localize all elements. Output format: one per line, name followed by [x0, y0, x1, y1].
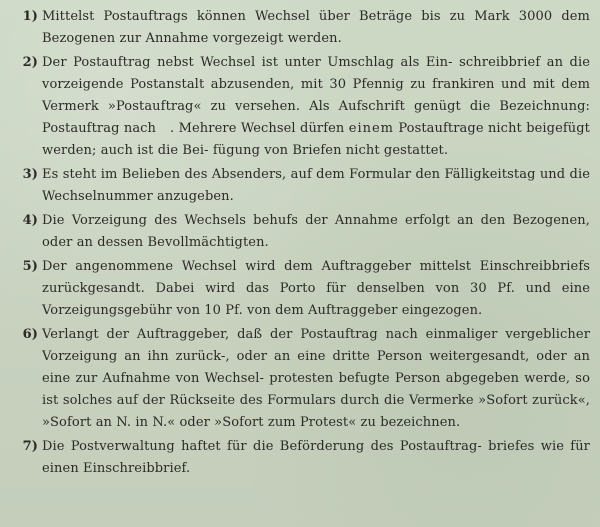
text-line: Mark 3000 dem Bezogenen zur Annahme vorgezeigt werden. [42, 9, 590, 46]
text-line: vergeblicher Vorzeigung an ihn zurück-, oder an eine dritte [42, 327, 591, 364]
text-line: Der Postauftrag nebst Wechsel ist unter Umschlag als Ein- [42, 55, 453, 70]
text-line: Verlangt der Auftraggeber, daß der Postauftrag nach einmaliger [42, 327, 498, 342]
text-line: Es steht im Belieben des Absenders, auf dem Formular den [42, 167, 441, 182]
text-line: Einschreibbriefs zurückgesandt. Dabei wird das Porto für [42, 259, 590, 296]
line-prefix: nach [123, 121, 157, 136]
text-line: 30 Pfennig zu frankiren und mit dem Vermerk »Postauftrag« [42, 77, 590, 114]
list-item [12, 436, 590, 480]
text-line: Die Postverwaltung haftet für die Beförderung des Postauftrag- [42, 439, 482, 454]
text-line: zu versehen. Als Aufschrift genügt die Bezeichnung: Postauftrag [42, 99, 590, 136]
text-line: Rückseite des Formulars durch die Vermerke »Sofort zurück«, [169, 393, 591, 408]
item-number: 4) [22, 213, 38, 228]
text-line: Der angenommene Wechsel wird dem Auftraggeber mittelst [42, 259, 472, 274]
item-number: 2) [22, 55, 38, 70]
item-text [42, 52, 590, 162]
list-item [12, 52, 590, 162]
item-text [42, 210, 590, 254]
spaced-word: einem [348, 121, 394, 136]
text-line: von dem Auftraggeber eingezogen. [247, 303, 483, 318]
list-item [12, 324, 590, 434]
list-item [12, 210, 590, 254]
item-number: 5) [22, 259, 38, 274]
item-number: 7) [22, 439, 38, 454]
item-number: 3) [22, 167, 38, 182]
list-item [12, 6, 590, 50]
text-line: fügung von Briefen nicht gestattet. [212, 143, 449, 158]
text-line: protesten befugte Person abgegeben werde, so ist solches auf der [42, 371, 591, 408]
text-line: schreibbrief an die vorzeigende Postanstalt abzusenden, mit [42, 55, 591, 92]
text-line: briefes wie für einen Einschreibbrief. [42, 439, 590, 476]
line-suffix: . Mehrere Wechsel dürfen [170, 121, 345, 136]
line-rest: Postauftrage nicht beigefügt werden; auch ist die Bei- [42, 121, 591, 158]
item-number: 1) [22, 9, 38, 24]
list-item [12, 256, 590, 322]
text-line: Mittelst Postauftrags können Wechsel über Beträge bis zu [42, 9, 466, 24]
text-line: Person weitergesandt, oder an eine zur Aufnahme von Wechsel- [42, 349, 591, 386]
item-number: 6) [22, 327, 38, 342]
text-line: Fälligkeitstag und die Wechselnummer anzugeben. [42, 167, 591, 204]
list-item [12, 164, 590, 208]
item-text [42, 256, 590, 322]
text-line: »Sofort an N. in N.« oder »Sofort zum Protest« zu bezeichnen. [42, 415, 461, 430]
text-line [124, 121, 349, 136]
text-line: Die Vorzeigung des Wechsels behufs der Annahme erfolgt an [42, 213, 474, 228]
item-text [42, 324, 590, 434]
text-line: denselben von 30 Pf. und eine Vorzeigungsgebühr von 10 Pf. [42, 281, 591, 318]
item-text [42, 6, 590, 50]
item-text [42, 436, 590, 480]
item-text [42, 164, 590, 208]
text-line: den Bezogenen, oder an dessen Bevollmächtigten. [42, 213, 591, 250]
